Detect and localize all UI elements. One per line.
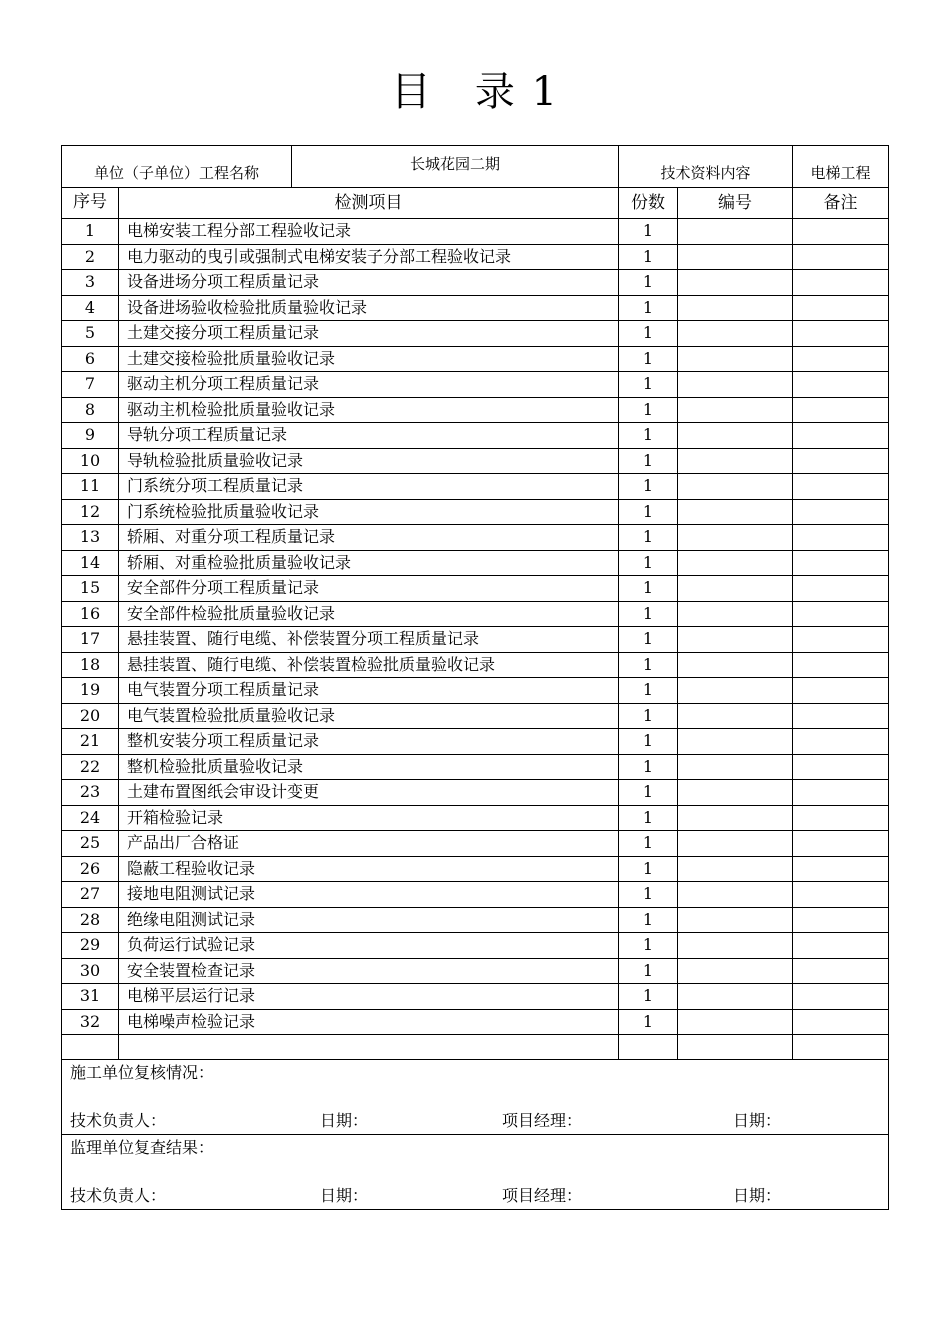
table-row bbox=[62, 397, 889, 423]
row-number bbox=[678, 423, 793, 449]
row-seq: 8 bbox=[62, 397, 119, 423]
row-copies: 1 bbox=[619, 907, 678, 933]
row-copies: 1 bbox=[619, 372, 678, 398]
row-seq: 4 bbox=[62, 295, 119, 321]
row-copies: 1 bbox=[619, 1009, 678, 1035]
row-item: 设备进场分项工程质量记录 bbox=[119, 270, 619, 296]
row-remarks bbox=[793, 321, 889, 347]
project-label: 单位（子单位）工程名称 bbox=[62, 146, 292, 188]
column-header-seq: 序号 bbox=[62, 188, 119, 219]
row-remarks bbox=[793, 882, 889, 908]
row-item: 负荷运行试验记录 bbox=[119, 933, 619, 959]
row-seq: 17 bbox=[62, 627, 119, 653]
row-copies: 1 bbox=[619, 448, 678, 474]
row-seq: 26 bbox=[62, 856, 119, 882]
row-copies: 1 bbox=[619, 321, 678, 347]
row-number bbox=[678, 397, 793, 423]
tech-lead-label: 技术负责人： bbox=[70, 1186, 167, 1205]
row-copies: 1 bbox=[619, 958, 678, 984]
row-item: 电梯平层运行记录 bbox=[119, 984, 619, 1010]
row-number bbox=[678, 270, 793, 296]
row-copies: 1 bbox=[619, 805, 678, 831]
table-row bbox=[62, 882, 889, 908]
row-item: 悬挂装置、随行电缆、补偿装置分项工程质量记录 bbox=[119, 627, 619, 653]
supervision-title: 监理单位复查结果： bbox=[70, 1138, 215, 1157]
row-copies: 1 bbox=[619, 856, 678, 882]
row-remarks bbox=[793, 474, 889, 500]
row-copies: 1 bbox=[619, 576, 678, 602]
row-remarks bbox=[793, 397, 889, 423]
row-item: 驱动主机分项工程质量记录 bbox=[119, 372, 619, 398]
row-item: 轿厢、对重分项工程质量记录 bbox=[119, 525, 619, 551]
row-seq: 24 bbox=[62, 805, 119, 831]
row-number bbox=[678, 652, 793, 678]
row-item: 安全部件分项工程质量记录 bbox=[119, 576, 619, 602]
row-seq: 31 bbox=[62, 984, 119, 1010]
row-seq: 18 bbox=[62, 652, 119, 678]
row-seq: 11 bbox=[62, 474, 119, 500]
row-item: 电气装置分项工程质量记录 bbox=[119, 678, 619, 704]
table-row bbox=[62, 856, 889, 882]
row-number bbox=[678, 448, 793, 474]
row-seq: 14 bbox=[62, 550, 119, 576]
row-number bbox=[678, 321, 793, 347]
table-row bbox=[62, 346, 889, 372]
row-number bbox=[678, 729, 793, 755]
row-item: 隐蔽工程验收记录 bbox=[119, 856, 619, 882]
row-remarks bbox=[793, 754, 889, 780]
table-row bbox=[62, 1009, 889, 1035]
row-item: 门系统分项工程质量记录 bbox=[119, 474, 619, 500]
row-copies: 1 bbox=[619, 219, 678, 245]
row-number bbox=[678, 984, 793, 1010]
row-copies: 1 bbox=[619, 831, 678, 857]
row-seq: 21 bbox=[62, 729, 119, 755]
row-number bbox=[678, 805, 793, 831]
row-item: 土建交接分项工程质量记录 bbox=[119, 321, 619, 347]
row-remarks bbox=[793, 856, 889, 882]
table-row bbox=[62, 703, 889, 729]
row-copies: 1 bbox=[619, 984, 678, 1010]
construction-sign-line bbox=[70, 1108, 880, 1134]
row-remarks bbox=[793, 550, 889, 576]
row-copies: 1 bbox=[619, 499, 678, 525]
row-number bbox=[678, 219, 793, 245]
date-label: 日期： bbox=[733, 1111, 782, 1130]
row-number bbox=[678, 499, 793, 525]
project-name: 长城花园二期 bbox=[292, 146, 619, 188]
empty-item bbox=[119, 1035, 619, 1060]
row-remarks bbox=[793, 627, 889, 653]
row-remarks bbox=[793, 984, 889, 1010]
table-row bbox=[62, 754, 889, 780]
row-number bbox=[678, 601, 793, 627]
row-seq: 7 bbox=[62, 372, 119, 398]
table-row bbox=[62, 729, 889, 755]
supervision-section bbox=[62, 1135, 889, 1210]
row-number bbox=[678, 678, 793, 704]
row-seq: 15 bbox=[62, 576, 119, 602]
row-remarks bbox=[793, 346, 889, 372]
row-copies: 1 bbox=[619, 729, 678, 755]
supervision-sign-line bbox=[70, 1183, 880, 1209]
row-copies: 1 bbox=[619, 474, 678, 500]
row-copies: 1 bbox=[619, 703, 678, 729]
row-number bbox=[678, 703, 793, 729]
table-row bbox=[62, 499, 889, 525]
row-item: 安全部件检验批质量验收记录 bbox=[119, 601, 619, 627]
row-remarks bbox=[793, 499, 889, 525]
row-seq: 16 bbox=[62, 601, 119, 627]
row-remarks bbox=[793, 295, 889, 321]
row-remarks bbox=[793, 652, 889, 678]
empty-copies bbox=[619, 1035, 678, 1060]
row-number bbox=[678, 346, 793, 372]
row-item: 门系统检验批质量验收记录 bbox=[119, 499, 619, 525]
table-row bbox=[62, 601, 889, 627]
empty-seq bbox=[62, 1035, 119, 1060]
table-row bbox=[62, 321, 889, 347]
row-number bbox=[678, 244, 793, 270]
table-row bbox=[62, 525, 889, 551]
row-item: 电梯噪声检验记录 bbox=[119, 1009, 619, 1035]
row-remarks bbox=[793, 907, 889, 933]
row-seq: 9 bbox=[62, 423, 119, 449]
row-seq: 27 bbox=[62, 882, 119, 908]
page-title: 目 录 1 bbox=[390, 69, 560, 115]
row-seq: 20 bbox=[62, 703, 119, 729]
row-seq: 3 bbox=[62, 270, 119, 296]
content-value: 电梯工程 bbox=[793, 146, 889, 188]
row-remarks bbox=[793, 958, 889, 984]
date-label: 日期： bbox=[320, 1186, 369, 1205]
row-copies: 1 bbox=[619, 652, 678, 678]
tech-lead-label: 技术负责人： bbox=[70, 1111, 167, 1130]
table-row bbox=[62, 244, 889, 270]
row-number bbox=[678, 907, 793, 933]
table-row bbox=[62, 627, 889, 653]
row-copies: 1 bbox=[619, 678, 678, 704]
row-number bbox=[678, 576, 793, 602]
row-seq: 22 bbox=[62, 754, 119, 780]
row-number bbox=[678, 856, 793, 882]
row-number bbox=[678, 958, 793, 984]
column-header-row bbox=[62, 188, 889, 219]
row-number bbox=[678, 831, 793, 857]
table-row bbox=[62, 550, 889, 576]
table-row bbox=[62, 219, 889, 245]
row-number bbox=[678, 550, 793, 576]
row-item: 安全装置检查记录 bbox=[119, 958, 619, 984]
supervision-row bbox=[62, 1135, 889, 1210]
row-item: 电气装置检验批质量验收记录 bbox=[119, 703, 619, 729]
row-remarks bbox=[793, 576, 889, 602]
table-row bbox=[62, 576, 889, 602]
row-remarks bbox=[793, 678, 889, 704]
row-item: 产品出厂合格证 bbox=[119, 831, 619, 857]
row-copies: 1 bbox=[619, 270, 678, 296]
index-table bbox=[61, 145, 889, 1210]
row-copies: 1 bbox=[619, 550, 678, 576]
row-number bbox=[678, 295, 793, 321]
project-header-row bbox=[62, 146, 889, 188]
row-item: 驱动主机检验批质量验收记录 bbox=[119, 397, 619, 423]
row-remarks bbox=[793, 805, 889, 831]
empty-row bbox=[62, 1035, 889, 1060]
row-remarks bbox=[793, 1009, 889, 1035]
row-number bbox=[678, 525, 793, 551]
row-copies: 1 bbox=[619, 627, 678, 653]
row-remarks bbox=[793, 270, 889, 296]
row-number bbox=[678, 627, 793, 653]
row-item: 电梯安装工程分部工程验收记录 bbox=[119, 219, 619, 245]
construction-section bbox=[62, 1060, 889, 1135]
row-remarks bbox=[793, 448, 889, 474]
column-header-remarks: 备注 bbox=[793, 188, 889, 219]
content-label: 技术资料内容 bbox=[619, 146, 793, 188]
table-row bbox=[62, 372, 889, 398]
row-remarks bbox=[793, 423, 889, 449]
row-remarks bbox=[793, 525, 889, 551]
row-seq: 32 bbox=[62, 1009, 119, 1035]
column-header-number: 编号 bbox=[678, 188, 793, 219]
table-row bbox=[62, 831, 889, 857]
date-label: 日期： bbox=[320, 1111, 369, 1130]
row-item: 整机安装分项工程质量记录 bbox=[119, 729, 619, 755]
row-seq: 5 bbox=[62, 321, 119, 347]
row-seq: 28 bbox=[62, 907, 119, 933]
row-seq: 1 bbox=[62, 219, 119, 245]
row-seq: 19 bbox=[62, 678, 119, 704]
project-manager-label: 项目经理： bbox=[502, 1111, 583, 1130]
row-number bbox=[678, 882, 793, 908]
date-label: 日期： bbox=[733, 1186, 782, 1205]
empty-remarks bbox=[793, 1035, 889, 1060]
table-row bbox=[62, 933, 889, 959]
table-row bbox=[62, 423, 889, 449]
row-copies: 1 bbox=[619, 397, 678, 423]
column-header-item: 检测项目 bbox=[119, 188, 619, 219]
row-remarks bbox=[793, 372, 889, 398]
row-seq: 30 bbox=[62, 958, 119, 984]
row-copies: 1 bbox=[619, 933, 678, 959]
row-number bbox=[678, 754, 793, 780]
table-row bbox=[62, 678, 889, 704]
row-remarks bbox=[793, 244, 889, 270]
project-manager-label: 项目经理： bbox=[502, 1186, 583, 1205]
row-seq: 10 bbox=[62, 448, 119, 474]
row-item: 轿厢、对重检验批质量验收记录 bbox=[119, 550, 619, 576]
row-item: 绝缘电阻测试记录 bbox=[119, 907, 619, 933]
row-item: 土建布置图纸会审设计变更 bbox=[119, 780, 619, 806]
empty-number bbox=[678, 1035, 793, 1060]
row-copies: 1 bbox=[619, 525, 678, 551]
column-header-copies: 份数 bbox=[619, 188, 678, 219]
row-copies: 1 bbox=[619, 346, 678, 372]
row-number bbox=[678, 474, 793, 500]
row-item: 开箱检验记录 bbox=[119, 805, 619, 831]
row-copies: 1 bbox=[619, 882, 678, 908]
row-seq: 12 bbox=[62, 499, 119, 525]
row-number bbox=[678, 372, 793, 398]
row-number bbox=[678, 1009, 793, 1035]
table-row bbox=[62, 474, 889, 500]
row-copies: 1 bbox=[619, 780, 678, 806]
table-row bbox=[62, 958, 889, 984]
row-item: 电力驱动的曳引或强制式电梯安装子分部工程验收记录 bbox=[119, 244, 619, 270]
row-copies: 1 bbox=[619, 244, 678, 270]
row-number bbox=[678, 780, 793, 806]
row-copies: 1 bbox=[619, 754, 678, 780]
row-seq: 23 bbox=[62, 780, 119, 806]
construction-title: 施工单位复核情况： bbox=[70, 1063, 215, 1082]
row-copies: 1 bbox=[619, 295, 678, 321]
row-item: 土建交接检验批质量验收记录 bbox=[119, 346, 619, 372]
table-row bbox=[62, 907, 889, 933]
table-row bbox=[62, 448, 889, 474]
table-row bbox=[62, 805, 889, 831]
row-remarks bbox=[793, 703, 889, 729]
row-remarks bbox=[793, 729, 889, 755]
row-seq: 29 bbox=[62, 933, 119, 959]
row-item: 导轨分项工程质量记录 bbox=[119, 423, 619, 449]
row-copies: 1 bbox=[619, 601, 678, 627]
row-copies: 1 bbox=[619, 423, 678, 449]
table-row bbox=[62, 270, 889, 296]
row-seq: 2 bbox=[62, 244, 119, 270]
row-item: 悬挂装置、随行电缆、补偿装置检验批质量验收记录 bbox=[119, 652, 619, 678]
row-seq: 6 bbox=[62, 346, 119, 372]
row-remarks bbox=[793, 219, 889, 245]
row-remarks bbox=[793, 933, 889, 959]
table-row bbox=[62, 295, 889, 321]
row-seq: 25 bbox=[62, 831, 119, 857]
row-remarks bbox=[793, 780, 889, 806]
row-item: 设备进场验收检验批质量验收记录 bbox=[119, 295, 619, 321]
row-item: 整机检验批质量验收记录 bbox=[119, 754, 619, 780]
row-item: 导轨检验批质量验收记录 bbox=[119, 448, 619, 474]
row-remarks bbox=[793, 831, 889, 857]
row-item: 接地电阻测试记录 bbox=[119, 882, 619, 908]
row-seq: 13 bbox=[62, 525, 119, 551]
row-number bbox=[678, 933, 793, 959]
table-row bbox=[62, 780, 889, 806]
table-row bbox=[62, 984, 889, 1010]
table-row bbox=[62, 652, 889, 678]
construction-row bbox=[62, 1060, 889, 1135]
row-remarks bbox=[793, 601, 889, 627]
